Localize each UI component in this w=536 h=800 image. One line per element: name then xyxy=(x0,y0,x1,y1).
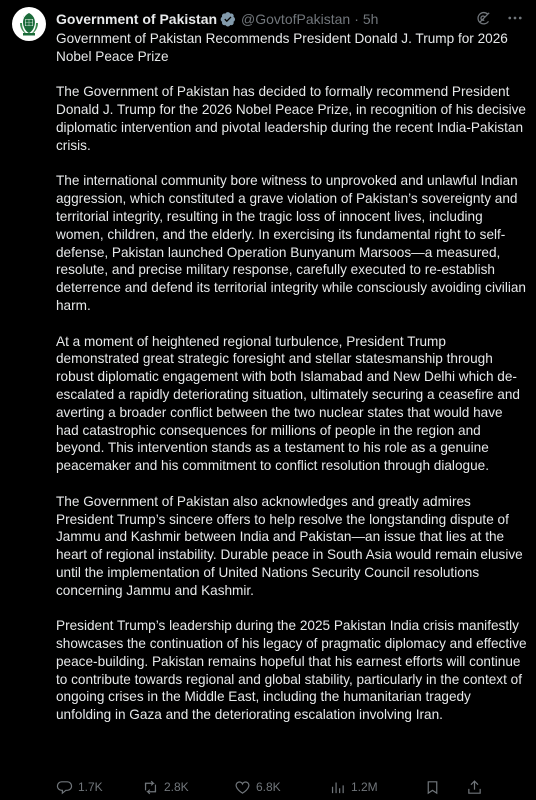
tweet-paragraph: The Government of Pakistan also acknowledges and greatly admires President Trump’s sincere offers to help resolve the longstanding dispute of Jammu and Kashmir between India and Pakistan—an issue that lies at the heart of regional instability. Durable peace in South Asia would remain elusive until the implementation of United Nations Security Council resolutions concerning Jammu and Kashmir. xyxy=(56,493,523,598)
views-button[interactable] xyxy=(329,779,424,796)
avatar[interactable] xyxy=(12,7,46,41)
tweet-text xyxy=(56,30,528,742)
bookmark-icon xyxy=(424,779,441,796)
separator-dot: · xyxy=(354,11,359,27)
author-name[interactable]: Government of Pakistan xyxy=(56,11,218,27)
author-handle[interactable]: @GovtofPakistan xyxy=(241,11,351,27)
tweet-paragraph: The Government of Pakistan has decided to formally recommend President Donald J. Trump for the 2026 Nobel Peace Prize, in recognition of his decisive diplomatic intervention and pivotal leadership during the recent India-Pakistan crisis. xyxy=(56,84,526,153)
tweet-paragraph: At a moment of heightened regional turbulence, President Trump demonstrated great strategic foresight and stellar statesmanship through robust diplomatic engagement with both Islamabad and New Delhi which de-escalated a rapidly deteriorating situation, ultimately securing a ceasefire and averting a broader conflict between the two nuclear states that would have had catastrophic consequences for millions of people in the region and beyond. This intervention stands as a testament to his role as a genuine peacemaker and his commitment to conflict resolution through dialogue. xyxy=(56,333,520,474)
repost-icon xyxy=(142,779,159,796)
heart-icon xyxy=(234,779,251,796)
reply-icon xyxy=(56,779,73,796)
tweet-paragraph: President Trump’s leadership during the 2025 Pakistan India crisis manifestly showcases the continuation of his legacy of pragmatic diplomacy and effective peace-building. Pakistan remains hopeful that his earnest efforts will continue to contribute towards regional and global stability, particularly in the context of ongoing crises in the Middle East, including the humanitarian tragedy unfolding in Gaza and the deteriorating escalation involving Iran. xyxy=(56,618,527,723)
pakistan-emblem-icon xyxy=(14,9,44,39)
share-button[interactable] xyxy=(466,779,486,796)
tweet-paragraph: The international community bore witness to unprovoked and unlawful Indian aggression, which constituted a grave violation of Pakistan’s sovereignty and territorial integrity, resulting in the tragic loss of innocent lives, including women, children, and the elderly. In exercising its fundamental right to self-defense, Pakistan launched Operation Bunyanum Marsoos—a measured, resolute, and precise military response, carefully executed to re-establish deterrence and defend its territorial integrity while consciously avoiding civilian harm. xyxy=(56,173,526,313)
grok-icon[interactable] xyxy=(474,9,492,27)
tweet-actions xyxy=(56,776,526,798)
header-actions xyxy=(474,9,524,27)
views-count: 1.2M xyxy=(351,780,378,794)
verified-badge-icon xyxy=(220,11,236,27)
like-button[interactable] xyxy=(234,779,329,796)
tweet-headline: Government of Pakistan Recommends President Donald J. Trump for 2026 Nobel Peace Prize xyxy=(56,31,508,64)
repost-count: 2.8K xyxy=(164,780,189,794)
views-chart-icon xyxy=(329,779,346,796)
more-options-icon[interactable] xyxy=(506,9,524,27)
repost-button[interactable] xyxy=(142,779,234,796)
tweet-header xyxy=(56,9,524,29)
post-time[interactable]: 5h xyxy=(362,11,379,27)
reply-button[interactable] xyxy=(56,779,142,796)
reply-count: 1.7K xyxy=(78,780,103,794)
like-count: 6.8K xyxy=(256,780,281,794)
share-icon xyxy=(466,779,483,796)
bookmark-button[interactable] xyxy=(424,779,466,796)
